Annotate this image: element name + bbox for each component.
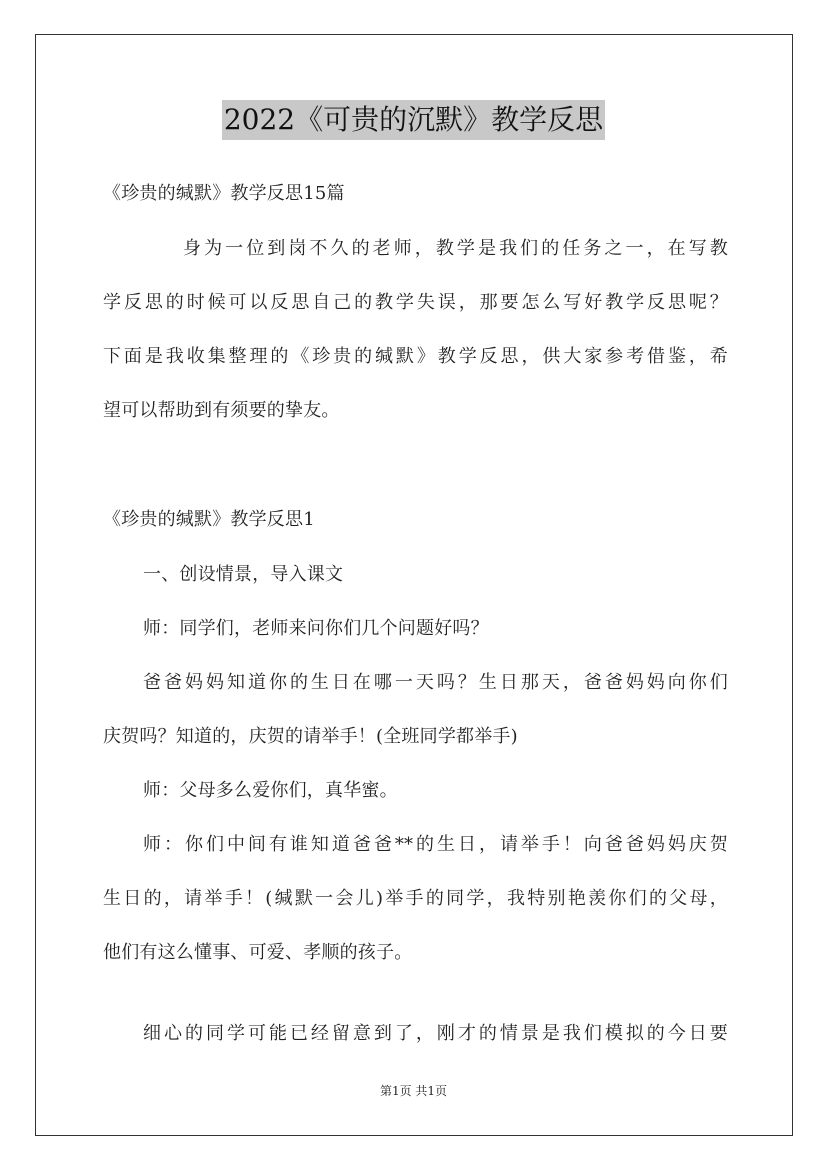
- body-line-9: 细心的同学可能已经留意到了，刚才的情景是我们模拟的今日要: [143, 1023, 728, 1044]
- document-title: 2022《可贵的沉默》教学反思: [222, 100, 605, 140]
- intro-line-3: 下面是我收集整理的《珍贵的缄默》教学反思，供大家参考借鉴，希: [103, 346, 728, 367]
- intro-line-1: 身为一位到岗不久的老师，教学是我们的任务之一，在写教: [183, 238, 728, 259]
- intro-line-4: 望可以帮助到有须要的挚友。: [103, 400, 340, 421]
- body-line-3: 爸爸妈妈知道你的生日在哪一天吗？生日那天，爸爸妈妈向你们: [143, 672, 728, 693]
- body-line-2: 师：同学们，老师来问你们几个问题好吗？: [143, 618, 489, 639]
- body-line-7: 生日的，请举手！(缄默一会儿)举手的同学，我特别艳羡你们的父母，: [103, 888, 728, 909]
- body-line-1: 一、创设情景，导入课文: [143, 564, 344, 585]
- body-line-5: 师：父母多么爱你们，真华蜜。: [143, 780, 398, 801]
- intro-line-2: 学反思的时候可以反思自己的教学失误，那要怎么写好教学反思呢？: [103, 292, 728, 313]
- page-footer: 第1页 共1页: [379, 1084, 448, 1098]
- title-container: [0, 100, 827, 140]
- document-subtitle: 《珍贵的缄默》教学反思15篇: [103, 183, 345, 204]
- section-heading: 《珍贵的缄默》教学反思1: [103, 509, 315, 530]
- body-line-8: 他们有这么懂事、可爱、孝顺的孩子。: [103, 942, 413, 963]
- body-line-6: 师：你们中间有谁知道爸爸**的生日，请举手！向爸爸妈妈庆贺: [143, 834, 728, 855]
- body-line-4: 庆贺吗？知道的，庆贺的请举手！(全班同学都举手): [103, 726, 518, 747]
